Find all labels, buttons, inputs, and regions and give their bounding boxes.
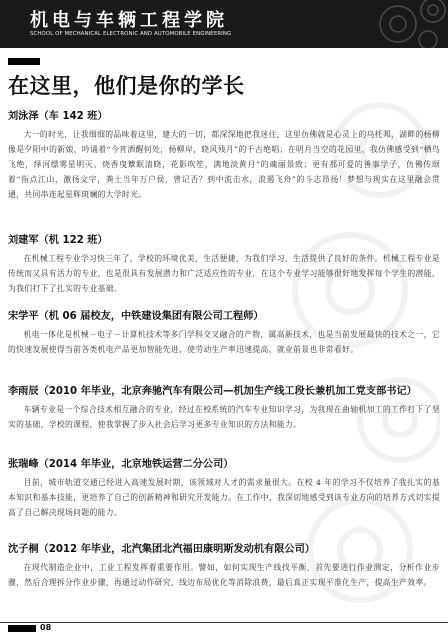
alumni-name: 刘泳泽（车 142 班） bbox=[8, 111, 108, 122]
alumni-name: 宋学平（机 06 届校友，中铁建设集团有限公司工程师） bbox=[8, 311, 264, 322]
alumni-name: 刘建军（机 122 班） bbox=[8, 235, 108, 246]
footer-divider bbox=[0, 622, 448, 623]
alumni-entry-3 bbox=[8, 310, 440, 357]
alumni-name: 张瑞峰（2014 年毕业，北京地铁运营二分公司） bbox=[8, 459, 234, 470]
alumni-name: 沈子桐（2012 年毕业，北汽集团北汽福田康明斯发动机有限公司） bbox=[8, 544, 315, 555]
alumni-entry-6 bbox=[8, 543, 440, 590]
alumni-entry-4 bbox=[8, 385, 440, 432]
alumni-quote: 机电一体化是机械－电子－计算机技术等多门学科交叉融合的产物，属高新技术，也是当前发展最快的技术之一，它的快速发展使得当前各类机电产品更加智能先进，使劳动生产率迅速提高，就业前景也非常看好。 bbox=[8, 330, 440, 354]
gear-decoration-icon bbox=[328, 0, 448, 48]
alumni-quote: 车辆专业是一个综合技术相互融合的专业，经过在校系统的汽车专业知识学习，为我现在曲轴机加工的工作打下了坚实的基础，学校的课程，使我掌握了步入社会后学习更多专业知识的方法和能力。 bbox=[8, 405, 440, 429]
alumni-quote: 大一的时光，让我细细的品味着这里，建大的一切，都深深地把我迷住，这里仿佛就是心灵上的乌托邦，湖畔的杨柳像是夕阳中的新娘，吟诵着“今宵酒醒何处，杨柳岸，晓风残月”的千古绝唱；在明月当空的花园里，我仿佛感受到“栖鸟飞绝，绎河缥雾星明灭。烧香曳簟眠清晓，花影吹笙，满地淡黄月”的魂丽景致；更有那可爱的善事学子，仿佛传颂着“指点江山，激扬文字，粪土当年万户侯，曾记否？到中流击水，浪遏飞舟”的斗志昂扬！梦想与现实在这里融会贯通，共同串连起星辉斑斓的大学时光。 bbox=[8, 130, 440, 199]
section-marker bbox=[8, 58, 40, 65]
alumni-quote: 在机械工程专业学习快三年了，学校的环境优美，生活便捷，为我们学习、生活提供了良好的条件。机械工程专业是传统而又具有活力的专业，也是很具有发展潜力和广泛适应性的专业，在这个专业学习能够很好地发挥每个学生的潜能，为我们打下了扎实的专业基础。 bbox=[8, 254, 440, 293]
page-headline: 在这里，他们是你的学长 bbox=[8, 74, 245, 98]
alumni-name: 李雨辰（2010 年毕业，北京奔驰汽车有限公司—机加生产线工段长兼机加工党支部书记） bbox=[8, 386, 417, 397]
alumni-quote: 目前，城市轨道交通已经进入高速发展时期，该领域对人才的需求量很大。在校 4 年的学习不仅培养了我扎实的基本知识和基本技能，更培养了自己的创新精神和研究开发能力。在工作中，我深切地感受到该专业方向的培养方式切实提高了自己解决现场问题的能力。 bbox=[8, 478, 440, 517]
alumni-quote: 在现代制造企业中，工业工程发挥着重要作用。譬如，如何实现生产线找平衡，首先要进行作业测定，分析作业步骤，然后合理拆分作业步骤，再通过动作研究，线边布局优化等消除浪费，最后真正实现平准化生产，提高生产效率。 bbox=[8, 563, 440, 587]
school-title: 机电与车辆工程学院 bbox=[30, 10, 228, 31]
page-header bbox=[0, 0, 448, 48]
alumni-entry-5 bbox=[8, 458, 440, 520]
page-number: 08 bbox=[40, 623, 52, 632]
alumni-entry-2 bbox=[8, 234, 440, 296]
alumni-entry-1 bbox=[8, 110, 440, 202]
school-subtitle: SCHOOL OF MECHANICAL ELECTRONIC AND AUTOMOBILE ENGINEERING bbox=[30, 31, 232, 37]
footer-marker bbox=[8, 625, 36, 632]
